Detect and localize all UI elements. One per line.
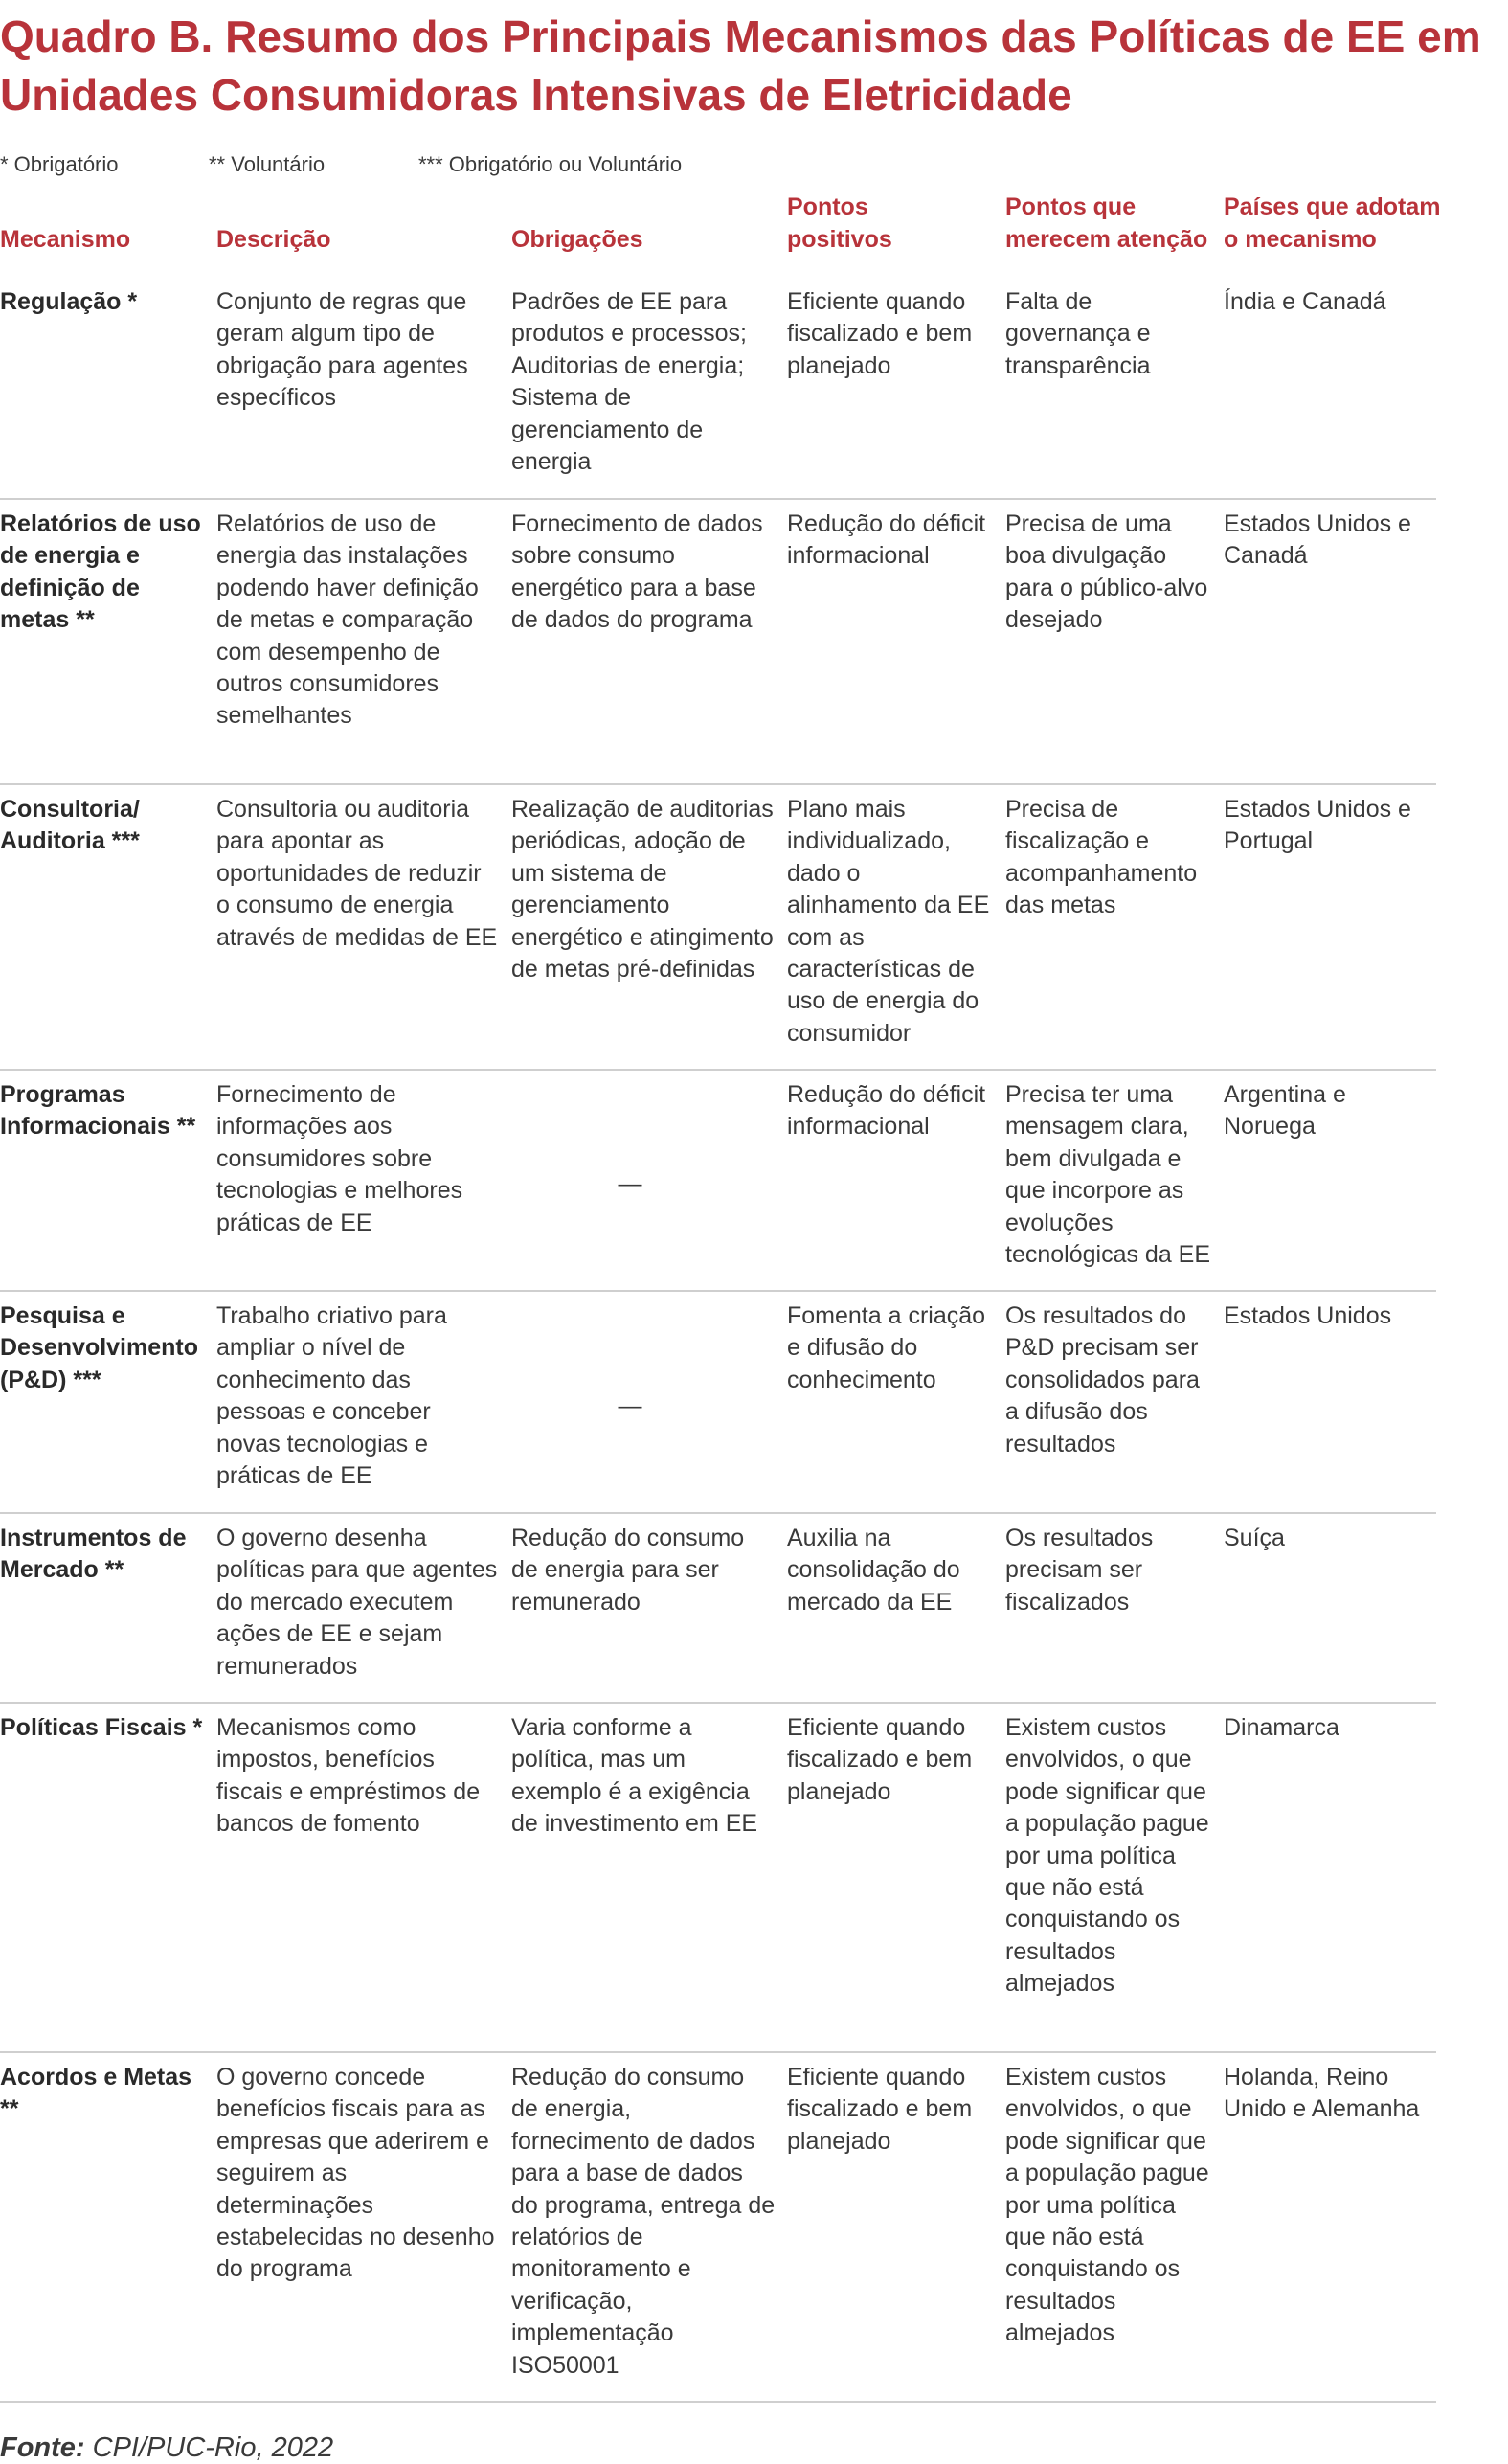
countries-cell: Estados Unidos e Portugal [1224, 796, 1411, 855]
positive-points-cell: Fomenta a criação e difusão do conhecimento [787, 1302, 986, 1393]
mechanism-cell: Relatórios de uso de energia e definição de metas ** [0, 510, 201, 634]
page-title: Quadro B. Resumo dos Principais Mecanismos das Políticas de EE em Unidades Consumidoras Intensivas de Eletricidade [0, 11, 1481, 120]
mechanism-cell: Acordos e Metas ** [0, 2064, 192, 2123]
description-cell: O governo desenha políticas para que agentes do mercado executem ações de EE e sejam remunerados [216, 1525, 498, 1680]
table-row [0, 278, 1436, 500]
countries-cell: Índia e Canadá [1224, 288, 1386, 315]
description-cell: Trabalho criativo para ampliar o nível de conhecimento das pessoas e conceber novas tecnologias e práticas de EE [216, 1302, 447, 1490]
attention-points-cell: Precisa de fiscalização e acompanhamento das metas [1005, 796, 1198, 919]
obligations-cell: — [618, 1170, 642, 1198]
obligations-cell: Padrões de EE para produtos e processos; Auditorias de energia; Sistema de gerenciamento de energia [511, 288, 747, 476]
legend-mandatory-or-voluntary: *** Obrigatório ou Voluntário [418, 152, 683, 176]
obligations-cell: Redução do consumo de energia, fornecimento de dados para a base de dados do programa, entrega de relatórios de monitoramento e verificação, implementação ISO50001 [511, 2064, 776, 2379]
obligations-cell: Varia conforme a política, mas um exemplo é a exigência de investimento em EE [511, 1714, 758, 1838]
legend-voluntary: ** Voluntário [209, 152, 326, 176]
description-cell: Relatórios de uso de energia das instalações podendo haver definição de metas e comparação com desempenho de outros consumidores semelhantes [216, 510, 479, 730]
table-row [0, 1071, 1436, 1292]
positive-points-cell: Redução do déficit informacional [787, 1081, 986, 1141]
header-pontos-positivos: Pontos positivos [787, 193, 892, 253]
mechanism-cell: Pesquisa e Desenvolvimento (P&D) *** [0, 1302, 199, 1393]
obligations-cell: — [618, 1391, 642, 1419]
header-paises: Países que adotam o mecanismo [1224, 193, 1441, 253]
countries-cell: Suíça [1224, 1525, 1285, 1551]
header-pontos-atencao: Pontos que merecem atenção [1005, 193, 1208, 253]
obligations-cell: Fornecimento de dados sobre consumo energético para a base de dados do programa [511, 510, 763, 634]
obligations-cell: Redução do consumo de energia para ser remunerado [511, 1525, 745, 1616]
attention-points-cell: Existem custos envolvidos, o que pode significar que a população pague por uma política que não está conquistando os resultados almejados [1005, 1714, 1209, 1998]
description-cell: O governo concede benefícios fiscais para as empresas que aderirem e seguirem as determinações estabelecidas no desenho do programa [216, 2064, 495, 2283]
description-cell: Mecanismos como impostos, benefícios fiscais e empréstimos de bancos de fomento [216, 1714, 481, 1838]
source-label: Fonte: [0, 2432, 85, 2463]
attention-points-cell: Os resultados do P&D precisam ser consolidados para a difusão dos resultados [1005, 1302, 1200, 1458]
positive-points-cell: Redução do déficit informacional [787, 510, 986, 570]
description-cell: Conjunto de regras que geram algum tipo de obrigação para agentes específicos [216, 288, 468, 412]
positive-points-cell: Eficiente quando fiscalizado e bem planejado [787, 288, 973, 379]
positive-points-cell: Auxilia na consolidação do mercado da EE [787, 1525, 960, 1616]
mechanisms-table [0, 278, 1436, 2403]
header-mecanismo: Mecanismo [0, 226, 131, 253]
countries-cell: Argentina e Noruega [1224, 1081, 1346, 1141]
description-cell: Fornecimento de informações aos consumidores sobre tecnologias e melhores práticas de EE [216, 1081, 463, 1236]
description-cell: Consultoria ou auditoria para apontar as oportunidades de reduzir o consumo de energia através de medidas de EE [216, 796, 498, 951]
attention-points-cell: Existem custos envolvidos, o que pode significar que a população pague por uma política que não está conquistando os resultados almejados [1005, 2064, 1209, 2347]
mechanism-cell: Consultoria/ Auditoria *** [0, 796, 140, 855]
positive-points-cell: Eficiente quando fiscalizado e bem planejado [787, 1714, 973, 1805]
positive-points-cell: Eficiente quando fiscalizado e bem planejado [787, 2064, 973, 2155]
countries-cell: Holanda, Reino Unido e Alemanha [1224, 2064, 1420, 2123]
obligations-cell: Realização de auditorias periódicas, adoção de um sistema de gerenciamento energético e atingimento de metas pré-definidas [511, 796, 774, 983]
attention-points-cell: Precisa ter uma mensagem clara, bem divulgada e que incorpore as evoluções tecnológicas da EE [1005, 1081, 1211, 1269]
header-obrigacoes: Obrigações [511, 226, 643, 253]
countries-cell: Estados Unidos e Canadá [1224, 510, 1411, 570]
positive-points-cell: Plano mais individualizado, dado o alinhamento da EE com as características de uso de energia do consumidor [787, 796, 990, 1047]
source-text: CPI/PUC-Rio, 2022 [84, 2432, 334, 2463]
table-row [0, 1704, 1436, 2053]
header-descricao: Descrição [216, 226, 331, 253]
mechanism-cell: Programas Informacionais ** [0, 1081, 196, 1141]
table-row [0, 1292, 1436, 1514]
attention-points-cell: Falta de governança e transparência [1005, 288, 1151, 379]
table-row [0, 500, 1436, 785]
mechanism-cell: Políticas Fiscais * [0, 1714, 203, 1741]
countries-cell: Dinamarca [1224, 1714, 1339, 1741]
table-row [0, 2053, 1436, 2403]
attention-points-cell: Precisa de uma boa divulgação para o público-alvo desejado [1005, 510, 1208, 634]
table-row [0, 1514, 1436, 1704]
source-note [0, 2432, 333, 2464]
mechanism-cell: Regulação * [0, 288, 138, 315]
attention-points-cell: Os resultados precisam ser fiscalizados [1005, 1525, 1154, 1616]
legend-mandatory: * Obrigatório [0, 152, 119, 176]
mechanism-cell: Instrumentos de Mercado ** [0, 1525, 187, 1584]
countries-cell: Estados Unidos [1224, 1302, 1392, 1329]
table-row [0, 785, 1436, 1071]
